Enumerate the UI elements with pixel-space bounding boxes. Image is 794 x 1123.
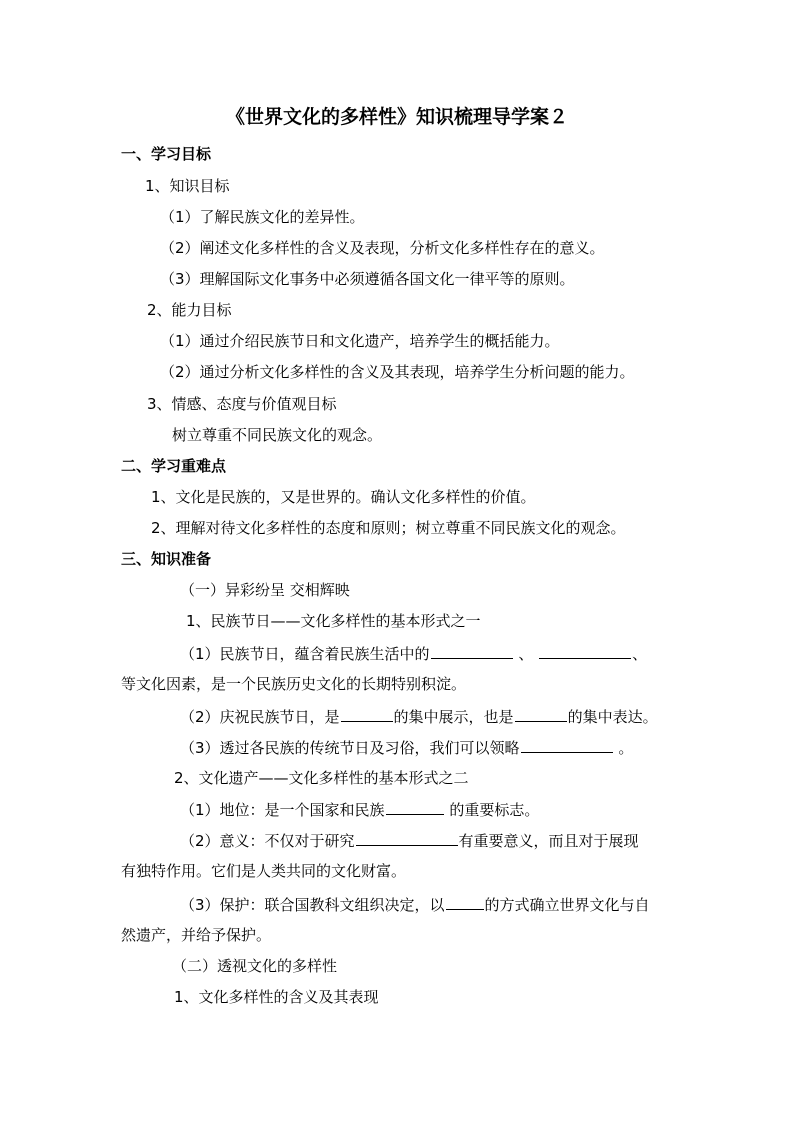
key-point-2: 2、理解对待文化多样性的态度和原则；树立尊重不同民族文化的观念。 [151, 519, 626, 537]
separator-text: 、 [632, 645, 648, 663]
fill-blank [386, 799, 444, 815]
heritage-item-1-text-a: （1）地位：是一个国家和民族 [180, 801, 385, 819]
knowledge-goal-3: （3）理解国际文化事务中必须遵循各国文化一律平等的原则。 [160, 270, 575, 288]
emotion-goals-title: 3、情感、态度与价值观目标 [147, 395, 337, 413]
festival-item-2-text-c: 的集中表达。 [567, 708, 658, 726]
fill-blank [539, 643, 631, 659]
page-title: 《世界文化的多样性》知识梳理导学案２ [225, 106, 568, 128]
heritage-item-3-text-a: （3）保护：联合国教科文组织决定，以 [180, 896, 445, 914]
festival-item-3-text-b: 。 [618, 739, 634, 757]
heritage-title: 2、文化遗产——文化多样性的基本形式之二 [174, 769, 469, 787]
key-point-1: 1、文化是民族的，又是世界的。确认文化多样性的价值。 [151, 488, 536, 506]
festival-item-3-text-a: （3）透过各民族的传统节日及习俗，我们可以领略 [180, 739, 520, 757]
heritage-item-1 [180, 799, 539, 820]
festival-item-1-text: （1）民族节日，蕴含着民族生活中的 [180, 645, 430, 663]
festival-item-2-text-b: 的集中展示，也是 [393, 708, 514, 726]
heritage-item-3-continued: 然遗产，并给予保护。 [121, 926, 272, 944]
heritage-item-2-text-b: 有重要意义，而且对于展现 [458, 832, 639, 850]
ability-goals-title: 2、能力目标 [147, 301, 232, 319]
festival-item-1 [180, 643, 647, 664]
heritage-item-2-continued: 有独特作用。它们是人类共同的文化财富。 [121, 862, 407, 880]
fill-blank [341, 706, 393, 722]
section-heading-goals: 一、学习目标 [121, 145, 212, 163]
festival-item-2 [180, 706, 658, 727]
section-heading-preparation: 三、知识准备 [121, 550, 212, 568]
fill-blank [356, 830, 458, 846]
section-heading-key-points: 二、学习重难点 [121, 457, 227, 475]
subheading-diverse-cultures: （一）异彩纷呈 交相辉映 [180, 581, 350, 599]
festival-item-3 [180, 737, 633, 758]
emotion-goal-1: 树立尊重不同民族文化的观念。 [172, 426, 383, 444]
knowledge-goal-1: （1）了解民族文化的差异性。 [160, 208, 365, 226]
fill-blank [515, 706, 567, 722]
ability-goal-2: （2）通过分析文化多样性的含义及其表现，培养学生分析问题的能力。 [160, 363, 635, 381]
heritage-item-2-text-a: （2）意义：不仅对于研究 [180, 832, 355, 850]
festival-item-2-text-a: （2）庆祝民族节日，是 [180, 708, 340, 726]
subheading-cultural-diversity: （二）透视文化的多样性 [172, 957, 338, 975]
heritage-item-1-text-b: 的重要标志。 [449, 801, 540, 819]
diversity-meaning-title: 1、文化多样性的含义及其表现 [174, 988, 379, 1006]
festival-item-1-continued: 等文化因素，是一个民族历史文化的长期特别积淀。 [121, 675, 467, 693]
heritage-item-2 [180, 830, 639, 851]
heritage-item-3 [180, 894, 650, 915]
ability-goal-1: （1）通过介绍民族节日和文化遗产，培养学生的概括能力。 [160, 332, 560, 350]
fill-blank [446, 894, 484, 910]
separator-text: 、 [518, 645, 534, 663]
knowledge-goals-title: 1、知识目标 [145, 177, 230, 195]
fill-blank [521, 737, 613, 753]
festival-title: 1、民族节日——文化多样性的基本形式之一 [186, 612, 481, 630]
heritage-item-3-text-b: 的方式确立世界文化与自 [484, 896, 650, 914]
knowledge-goal-2: （2）阐述文化多样性的含义及表现，分析文化多样性存在的意义。 [160, 239, 605, 257]
fill-blank [431, 643, 513, 659]
